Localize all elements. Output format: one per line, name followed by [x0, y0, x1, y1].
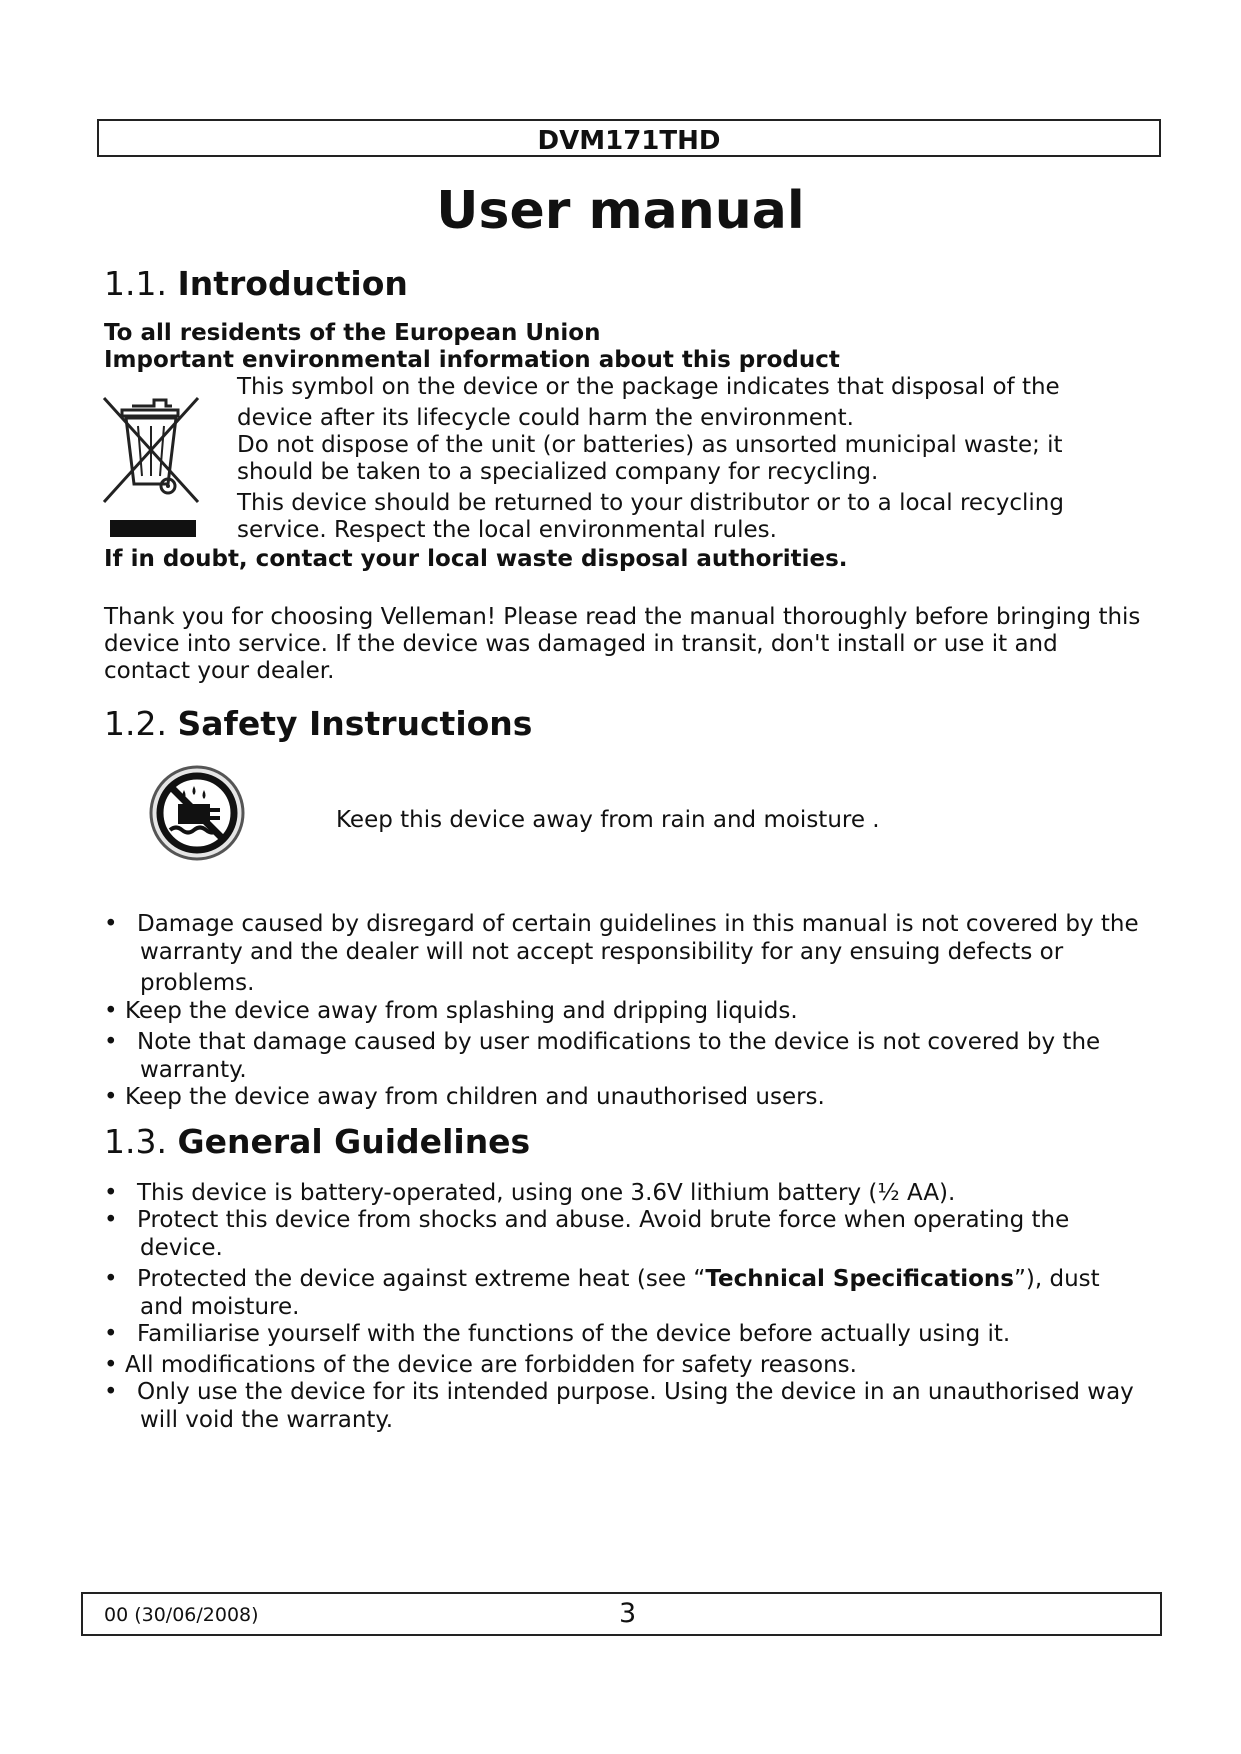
bullet: • [104, 998, 118, 1024]
section-heading-introduction [104, 264, 408, 304]
bullet: • [104, 1029, 118, 1055]
list-item: • Damage caused by disregard of certain guidelines in this manual is not covered by the warranty and the dealer will not accept responsibility for any ensuing defects or problems. [104, 911, 1139, 996]
section-number: 1.3. [104, 1122, 167, 1161]
list-item: • Keep the device away from splashing and dripping liquids. [104, 998, 798, 1024]
bullet: • [104, 1180, 118, 1206]
weee-text-line-1: This symbol on the device or the package indicates that disposal of the [237, 374, 1060, 400]
model-header [97, 119, 1161, 157]
moisture-caption: Keep this device away from rain and moisture . [336, 807, 880, 833]
section-title: Safety Instructions [177, 704, 533, 743]
weee-text-line-5: This device should be returned to your distributor or to a local recycling [237, 490, 1064, 516]
bullet: • [104, 1084, 118, 1110]
weee-text-line-6: service. Respect the local environmental rules. [237, 517, 777, 543]
weee-text-line-4: should be taken to a specialized company for recycling. [237, 459, 879, 485]
section-title: Introduction [177, 264, 408, 303]
bullet: • [104, 1321, 118, 1347]
section-number: 1.1. [104, 264, 167, 303]
bullet: • [104, 1379, 118, 1405]
section-heading-general [104, 1122, 530, 1162]
crossed-bin-icon [102, 392, 204, 540]
spec-reference: Technical Specifications [705, 1266, 1014, 1292]
model-name: DVM171THD [537, 126, 721, 156]
doubt-line: If in doubt, contact your local waste disposal authorities. [104, 546, 848, 572]
bullet: • [104, 1207, 118, 1233]
page-number: 3 [619, 1598, 637, 1629]
safety-bullet-list [104, 910, 1164, 1111]
section-heading-safety [104, 704, 532, 744]
bullet: • [104, 1266, 118, 1292]
general-bullet-list [104, 1179, 1164, 1434]
weee-text-line-3: Do not dispose of the unit (or batteries) as unsorted municipal waste; it [237, 432, 1063, 458]
bullet: • [104, 911, 118, 937]
environment-info-line: Important environmental information about this product [104, 347, 840, 373]
list-item: • This device is battery-operated, using one 3.6V lithium battery (½ AA). [104, 1180, 956, 1206]
list-item: • Protected the device against extreme heat (see “Technical Specifications”), dust and moisture. [104, 1266, 1100, 1320]
list-item: • Familiarise yourself with the functions of the device before actually using it. [104, 1321, 1011, 1347]
list-item: • Protect this device from shocks and abuse. Avoid brute force when operating the device. [104, 1207, 1070, 1261]
version-date: 00 (30/06/2008) [104, 1604, 259, 1626]
list-item: • Only use the device for its intended purpose. Using the device in an unauthorised way will void the warranty. [104, 1379, 1134, 1433]
page-footer [81, 1592, 1162, 1636]
no-moisture-icon [148, 764, 246, 862]
list-item: • Note that damage caused by user modifications to the device is not covered by the warranty. [104, 1029, 1101, 1083]
weee-text-line-2: device after its lifecycle could harm the environment. [237, 405, 854, 431]
eu-residents-line: To all residents of the European Union [104, 320, 601, 346]
page-title: User manual [436, 181, 805, 241]
section-title: General Guidelines [177, 1122, 531, 1161]
list-item: • All modifications of the device are forbidden for safety reasons. [104, 1352, 857, 1378]
section-number: 1.2. [104, 704, 167, 743]
list-item: • Keep the device away from children and unauthorised users. [104, 1084, 825, 1110]
thanks-line-2: device into service. If the device was damaged in transit, don't install or use it and [104, 631, 1058, 657]
bullet: • [104, 1352, 118, 1378]
thanks-line-3: contact your dealer. [104, 658, 335, 684]
thanks-line-1: Thank you for choosing Velleman! Please read the manual thoroughly before bringing this [104, 604, 1141, 630]
